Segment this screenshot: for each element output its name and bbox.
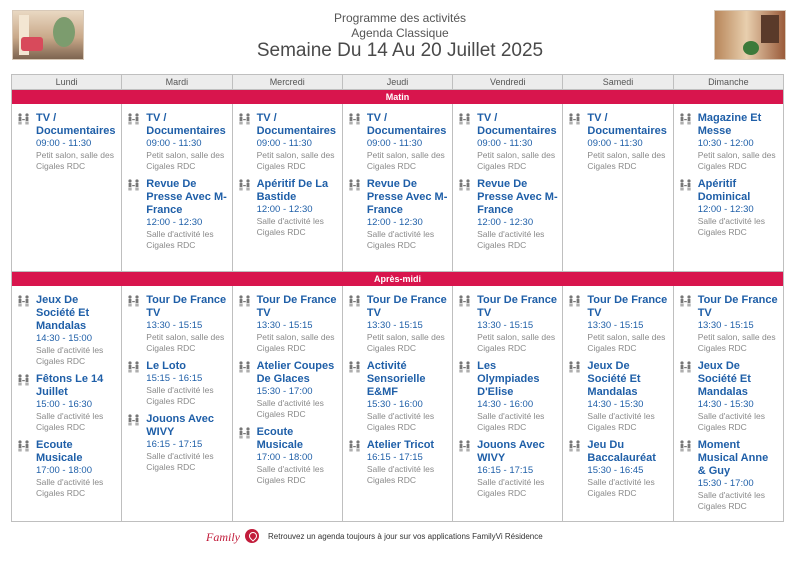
activity-title: TV / Documentaires — [477, 112, 557, 137]
activity-title: Jeux De Société Et Mandalas — [36, 294, 90, 332]
activity-time: 16:15 - 17:15 — [366, 452, 423, 463]
activity-time: 09:00 - 11:30 — [146, 138, 202, 149]
activity-title: Atelier Coupes De Glaces — [256, 360, 335, 385]
activity-body — [698, 439, 779, 512]
activity-title: Jeux De Société Et Mandalas — [697, 360, 751, 398]
activity-entry — [238, 178, 338, 238]
afternoon-cell-samedi — [563, 286, 673, 521]
activity-entry — [458, 178, 558, 251]
afternoon-cell-vendredi — [453, 286, 563, 521]
activity-people-icon — [679, 294, 693, 354]
activity-people-icon — [348, 178, 362, 251]
activity-place: Petit salon, salle des Cigales RDC — [587, 150, 666, 171]
activity-entry — [348, 360, 448, 433]
morning-cell-samedi — [563, 104, 673, 271]
activity-place: Petit salon, salle des Cigales RDC — [366, 332, 445, 353]
activity-title: Tour De France TV — [587, 294, 668, 319]
activity-time: 12:00 - 12:30 — [697, 204, 754, 215]
afternoon-row — [12, 286, 783, 521]
activity-body — [477, 178, 558, 251]
activity-entry — [679, 294, 779, 354]
activity-people-icon — [127, 112, 141, 172]
activity-place: Salle d'activité les Cigales RDC — [256, 464, 324, 485]
activity-people-icon — [568, 112, 582, 172]
activity-time: 15:30 - 16:45 — [587, 465, 644, 476]
agenda-type: Agenda Classique — [351, 26, 449, 40]
activity-entry — [458, 294, 558, 354]
activity-place: Salle d'activité les Cigales RDC — [477, 411, 545, 432]
activity-time: 12:00 - 12:30 — [256, 204, 313, 215]
activity-people-icon — [568, 294, 582, 354]
day-header-dimanche: Dimanche — [708, 77, 749, 87]
activity-body — [257, 294, 338, 354]
activity-place: Petit salon, salle des Cigales RDC — [366, 150, 445, 171]
activity-place: Salle d'activité les Cigales RDC — [256, 398, 324, 419]
weekly-agenda-grid — [11, 74, 784, 522]
activity-title: Jouons Avec WIVY — [477, 439, 545, 464]
activity-title: Jeux De Société Et Mandalas — [587, 360, 641, 398]
activity-entry — [568, 112, 668, 172]
activity-title: Revue De Presse Avec M-France — [366, 178, 448, 216]
activity-body — [587, 439, 668, 499]
activity-people-icon — [238, 178, 252, 238]
day-header-vendredi: Vendredi — [453, 75, 563, 89]
activity-people-icon — [17, 439, 31, 499]
morning-cell-mercredi — [233, 104, 343, 271]
activity-body — [587, 294, 668, 354]
activity-entry — [348, 178, 448, 251]
activity-people-icon — [17, 373, 31, 433]
activity-time: 14:30 - 15:30 — [587, 399, 644, 410]
activity-entry — [679, 112, 779, 172]
activity-body — [698, 112, 779, 172]
activity-people-icon — [17, 112, 31, 172]
activity-title: TV / Documentaires — [366, 112, 447, 137]
activity-entry — [679, 439, 779, 512]
activity-place: Salle d'activité les Cigales RDC — [256, 216, 324, 237]
activity-time: 13:30 - 15:15 — [587, 320, 644, 331]
activity-people-icon — [348, 360, 362, 433]
activity-time: 09:00 - 11:30 — [587, 138, 643, 149]
activity-place: Salle d'activité les Cigales RDC — [146, 229, 214, 250]
activity-place: Petit salon, salle des Cigales RDC — [697, 150, 776, 171]
activity-place: Petit salon, salle des Cigales RDC — [256, 150, 335, 171]
activity-entry — [348, 439, 448, 486]
morning-cell-dimanche — [674, 104, 783, 271]
activity-time: 09:00 - 11:30 — [477, 138, 533, 149]
activity-time: 17:00 - 18:00 — [256, 452, 313, 463]
activity-body — [367, 178, 448, 251]
activity-place: Salle d'activité les Cigales RDC — [36, 411, 104, 432]
activity-title: Activité Sensorielle E&MF — [366, 360, 426, 398]
activity-place: Petit salon, salle des Cigales RDC — [477, 150, 556, 171]
activity-time: 15:15 - 16:15 — [146, 373, 203, 384]
afternoon-cell-mercredi — [233, 286, 343, 521]
morning-cell-jeudi — [343, 104, 453, 271]
activity-place: Petit salon, salle des Cigales RDC — [146, 150, 225, 171]
activity-place: Salle d'activité les Cigales RDC — [477, 477, 545, 498]
activity-entry — [458, 439, 558, 499]
morning-row — [12, 104, 783, 272]
activity-title: Revue De Presse Avec M-France — [477, 178, 558, 216]
activity-time: 14:30 - 15:00 — [36, 333, 92, 344]
activity-entry — [238, 426, 338, 486]
activity-entry — [127, 413, 227, 473]
activity-people-icon — [568, 439, 582, 499]
activity-body — [36, 373, 117, 433]
activity-title: Revue De Presse Avec M-France — [146, 178, 227, 216]
activity-title: Jeu Du Baccalauréat — [587, 439, 656, 464]
activity-time: 13:30 - 15:15 — [146, 320, 203, 331]
activity-time: 13:30 - 15:15 — [697, 320, 754, 331]
activity-people-icon — [458, 439, 472, 499]
activity-title: Les Olympiades D'Elise — [477, 360, 540, 398]
activity-body — [367, 439, 448, 486]
activity-place: Salle d'activité les Cigales RDC — [366, 411, 435, 432]
activity-entry — [127, 112, 227, 172]
activity-body — [257, 426, 338, 486]
activity-time: 15:30 - 17:00 — [697, 478, 754, 489]
activity-people-icon — [458, 294, 472, 354]
activity-entry — [458, 112, 558, 172]
day-header-lundi: Lundi — [12, 75, 122, 89]
activity-entry — [238, 294, 338, 354]
afternoon-cell-jeudi — [343, 286, 453, 521]
activity-entry — [17, 439, 117, 499]
activity-time: 12:00 - 12:30 — [146, 217, 203, 228]
afternoon-cell-mardi — [122, 286, 232, 521]
activity-people-icon — [238, 112, 252, 172]
activity-time: 13:30 - 15:15 — [477, 320, 534, 331]
activity-title: Moment Musical Anne & Guy — [697, 439, 769, 477]
morning-cell-mardi — [122, 104, 232, 271]
activity-people-icon — [238, 294, 252, 354]
activity-place: Salle d'activité les Cigales RDC — [697, 490, 765, 511]
activity-entry — [679, 178, 779, 238]
activity-time: 13:30 - 15:15 — [256, 320, 313, 331]
activity-place: Salle d'activité les Cigales RDC — [366, 229, 435, 250]
activity-body — [367, 294, 448, 354]
activity-title: Tour De France TV — [256, 294, 337, 319]
activity-people-icon — [127, 294, 141, 354]
activity-body — [146, 112, 227, 172]
activity-title: Le Loto — [146, 360, 186, 372]
footer-tagline: Retrouvez un agenda toujours à jour sur vos applications FamilyVi Résidence — [268, 532, 543, 541]
activity-body — [257, 112, 338, 172]
morning-band: Matin — [12, 90, 783, 104]
activity-place: Salle d'activité les Cigales RDC — [697, 216, 765, 237]
activity-body — [257, 178, 338, 238]
activity-title: Fêtons Le 14 Juillet — [36, 373, 104, 398]
activity-people-icon — [127, 178, 141, 251]
activity-people-icon — [348, 112, 362, 172]
activity-place: Salle d'activité les Cigales RDC — [697, 411, 765, 432]
activity-time: 14:30 - 16:00 — [477, 399, 534, 410]
afternoon-cell-lundi — [12, 286, 122, 521]
activity-title: Ecoute Musicale — [36, 439, 83, 464]
activity-people-icon — [238, 426, 252, 486]
activity-title: Ecoute Musicale — [256, 426, 304, 451]
activity-body — [587, 360, 668, 433]
activity-place: Petit salon, salle des Cigales RDC — [477, 332, 556, 353]
footer — [0, 528, 800, 548]
day-header-jeudi: Jeudi — [343, 75, 453, 89]
activity-time: 09:00 - 11:30 — [36, 138, 92, 149]
activity-entry — [238, 360, 338, 420]
activity-time: 14:30 - 15:30 — [697, 399, 754, 410]
activity-body — [146, 178, 227, 251]
activity-time: 15:30 - 17:00 — [256, 386, 313, 397]
activity-entry — [127, 294, 227, 354]
activity-time: 15:00 - 16:30 — [36, 399, 92, 410]
week-title: Semaine Du 14 Au 20 Juillet 2025 — [256, 40, 544, 61]
activity-entry — [568, 360, 668, 433]
activity-title: Tour De France TV — [477, 294, 557, 319]
activity-entry — [568, 439, 668, 499]
activity-time: 16:15 - 17:15 — [146, 439, 203, 450]
activity-people-icon — [679, 360, 693, 433]
activity-body — [367, 112, 448, 172]
activity-body — [36, 294, 117, 367]
activity-place: Salle d'activité les Cigales RDC — [477, 229, 545, 250]
activity-place: Salle d'activité les Cigales RDC — [36, 477, 104, 498]
activity-people-icon — [127, 360, 141, 407]
activity-people-icon — [348, 294, 362, 354]
afternoon-cell-dimanche — [674, 286, 783, 521]
morning-cell-lundi — [12, 104, 122, 271]
activity-title: Tour De France TV — [366, 294, 447, 319]
activity-title: Magazine Et Messe — [697, 112, 762, 137]
activity-entry — [348, 294, 448, 354]
programme-title: Programme des activités — [333, 11, 467, 25]
activity-place: Salle d'activité les Cigales RDC — [366, 464, 435, 485]
activity-title: Tour De France TV — [697, 294, 778, 319]
morning-cell-vendredi — [453, 104, 563, 271]
activity-body — [477, 294, 558, 354]
activity-body — [698, 294, 779, 354]
activity-body — [146, 294, 227, 354]
activity-body — [146, 360, 227, 407]
activity-place: Petit salon, salle des Cigales RDC — [146, 332, 225, 353]
activity-people-icon — [458, 360, 472, 433]
activity-body — [477, 360, 558, 433]
activity-entry — [127, 178, 227, 251]
familyvi-heart-icon — [245, 529, 259, 543]
activity-people-icon — [679, 178, 693, 238]
activity-place: Salle d'activité les Cigales RDC — [146, 385, 214, 406]
activity-body — [698, 360, 779, 433]
activity-body — [367, 360, 448, 433]
activity-body — [36, 439, 117, 499]
activity-place: Salle d'activité les Cigales RDC — [146, 451, 214, 472]
activity-place: Salle d'activité les Cigales RDC — [36, 345, 104, 366]
activity-title: TV / Documentaires — [587, 112, 667, 137]
activity-entry — [348, 112, 448, 172]
activity-time: 16:15 - 17:15 — [477, 465, 534, 476]
activity-time: 13:30 - 15:15 — [366, 320, 423, 331]
activity-title: Apéritif Dominical — [697, 178, 751, 203]
afternoon-band: Après-midi — [12, 272, 783, 286]
activity-body — [36, 112, 117, 172]
activity-people-icon — [17, 294, 31, 367]
activity-title: Atelier Tricot — [366, 439, 435, 451]
activity-time: 09:00 - 11:30 — [256, 138, 312, 149]
day-header-mercredi: Mercredi — [233, 75, 343, 89]
activity-entry — [568, 294, 668, 354]
activity-place: Petit salon, salle des Cigales RDC — [697, 332, 776, 353]
activity-people-icon — [568, 360, 582, 433]
day-header-row — [12, 75, 783, 90]
activity-place: Salle d'activité les Cigales RDC — [587, 477, 655, 498]
activity-title: Tour De France TV — [146, 294, 227, 319]
activity-people-icon — [679, 112, 693, 172]
activity-place: Petit salon, salle des Cigales RDC — [36, 150, 114, 171]
activity-people-icon — [458, 112, 472, 172]
activity-title: Jouons Avec WIVY — [146, 413, 214, 438]
activity-body — [257, 360, 338, 420]
activity-place: Salle d'activité les Cigales RDC — [587, 411, 655, 432]
activity-body — [477, 112, 558, 172]
activity-body — [477, 439, 558, 499]
activity-people-icon — [348, 439, 362, 486]
activity-title: TV / Documentaires — [146, 112, 226, 137]
activity-people-icon — [458, 178, 472, 251]
activity-body — [146, 413, 227, 473]
activity-time: 15:30 - 16:00 — [366, 399, 423, 410]
activity-title: TV / Documentaires — [256, 112, 337, 137]
activity-entry — [17, 112, 117, 172]
activity-time: 12:00 - 12:30 — [477, 217, 534, 228]
activity-entry — [238, 112, 338, 172]
activity-entry — [679, 360, 779, 433]
activity-body — [587, 112, 668, 172]
activity-people-icon — [679, 439, 693, 512]
familyvi-logo: Family — [206, 530, 240, 544]
activity-entry — [17, 373, 117, 433]
activity-people-icon — [127, 413, 141, 473]
activity-entry — [458, 360, 558, 433]
activity-title: Apéritif De La Bastide — [256, 178, 329, 203]
activity-time: 09:00 - 11:30 — [366, 138, 423, 149]
activity-body — [698, 178, 779, 238]
day-header-samedi: Samedi — [563, 75, 673, 89]
activity-place: Petit salon, salle des Cigales RDC — [587, 332, 666, 353]
day-header-mardi: Mardi — [122, 75, 232, 89]
activity-entry — [127, 360, 227, 407]
activity-entry — [17, 294, 117, 367]
activity-time: 10:30 - 12:00 — [697, 138, 754, 149]
activity-people-icon — [238, 360, 252, 420]
activity-time: 17:00 - 18:00 — [36, 465, 92, 476]
activity-place: Petit salon, salle des Cigales RDC — [256, 332, 335, 353]
activity-time: 12:00 - 12:30 — [366, 217, 423, 228]
activity-title: TV / Documentaires — [36, 112, 116, 137]
